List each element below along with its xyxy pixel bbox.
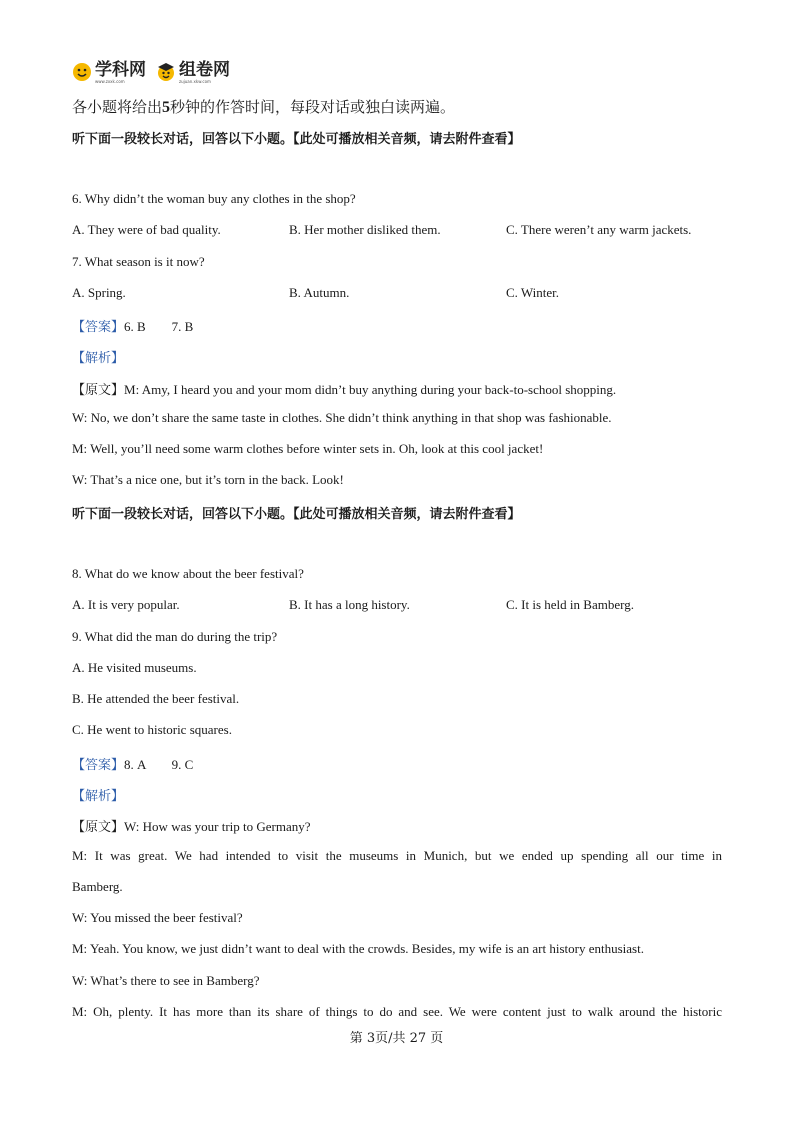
question-9-option-a: A. He visited museums. (72, 660, 197, 675)
question-8-option-b: B. It has a long history. (289, 597, 410, 612)
answer-1 (72, 316, 193, 335)
section-header-1: 听下面一段较长对话，回答以下小题。【此处可播放相关音频，请去附件查看】 (72, 132, 521, 147)
instruction-line (72, 96, 455, 117)
transcript-2-line-3: Bamberg. (72, 879, 123, 894)
transcript-2-line-1: 【原文】W: How was your trip to Germany? (72, 819, 311, 835)
graduate-icon (156, 62, 176, 82)
zujuan-logo-text: 组卷网 (179, 59, 230, 80)
question-7-stem: 7. What season is it now? (72, 254, 205, 269)
transcript-2-line-2: M: It was great. We had intended to visit the museums in Munich, but we ended up spending all our time in (72, 848, 722, 863)
instruction-before: 各小题将给出 (72, 98, 163, 116)
xueke-logo (72, 61, 146, 84)
zujuan-logo (156, 61, 230, 84)
question-8-stem: 8. What do we know about the beer festival? (72, 566, 304, 581)
answer-text: 6. B 7. B (124, 319, 194, 334)
header-logos (72, 58, 230, 86)
question-6-option-b: B. Her mother disliked them. (289, 222, 441, 237)
transcript-tag: 【原文】 (72, 820, 125, 835)
transcript-1-line-1: 【原文】M: Amy, I heard you and your mom didn’t buy anything during your back-to-school shopping. (72, 382, 617, 398)
analysis-tag-1: 【解析】 (72, 351, 125, 366)
page-number: 第 3页/共 27 页 (349, 1031, 444, 1046)
transcript-2-line-4: W: You missed the beer festival? (72, 910, 243, 925)
question-7-option-b: B. Autumn. (289, 285, 350, 300)
question-9-stem: 9. What did the man do during the trip? (72, 629, 278, 644)
answer-2 (72, 754, 193, 773)
smiley-icon (72, 62, 92, 82)
transcript-1-line-3: M: Well, you’ll need some warm clothes before winter sets in. Oh, look at this cool jacket! (72, 441, 544, 456)
answer-tag: 【答案】 (72, 320, 125, 335)
xueke-logo-text: 学科网 (95, 59, 146, 80)
section-header-2: 听下面一段较长对话，回答以下小题。【此处可播放相关音频，请去附件查看】 (72, 507, 521, 522)
answer-tag: 【答案】 (72, 758, 125, 773)
question-7-option-c: C. Winter. (506, 285, 560, 300)
answer-text: 8. A 9. C (124, 757, 194, 772)
transcript-tag: 【原文】 (72, 383, 125, 398)
transcript-2-line-5: M: Yeah. You know, we just didn’t want to deal with the crowds. Besides, my wife is an art history enthusiast. (72, 941, 644, 956)
xueke-logo-url: www.zxxk.com (95, 78, 125, 84)
transcript-1-line-4: W: That’s a nice one, but it’s torn in the back. Look! (72, 472, 344, 487)
analysis-tag-2: 【解析】 (72, 789, 125, 804)
transcript-2-line-7: M: Oh, plenty. It has more than its share of things to do and see. We were content just to walk around the historic (72, 1004, 722, 1019)
question-6-stem: 6. Why didn’t the woman buy any clothes in the shop? (72, 191, 356, 206)
zujuan-logo-url: zujuan.xkw.com (179, 78, 211, 84)
question-7-option-a: A. Spring. (72, 285, 126, 300)
question-6-option-c: C. There weren’t any warm jackets. (506, 222, 692, 237)
instruction-seconds: 5 (162, 99, 171, 116)
question-8-option-c: C. It is held in Bamberg. (506, 597, 634, 612)
instruction-after: 秒钟的作答时间，每段对话或独白读两遍。 (170, 98, 456, 116)
question-6-option-a: A. They were of bad quality. (72, 222, 221, 237)
transcript-1-line-2: W: No, we don’t share the same taste in clothes. She didn’t think anything in that shop was fashionable. (72, 410, 612, 425)
question-8-option-a: A. It is very popular. (72, 597, 180, 612)
question-9-option-b: B. He attended the beer festival. (72, 691, 240, 706)
question-9-option-c: C. He went to historic squares. (72, 722, 232, 737)
transcript-2-line-6: W: What’s there to see in Bamberg? (72, 973, 260, 988)
